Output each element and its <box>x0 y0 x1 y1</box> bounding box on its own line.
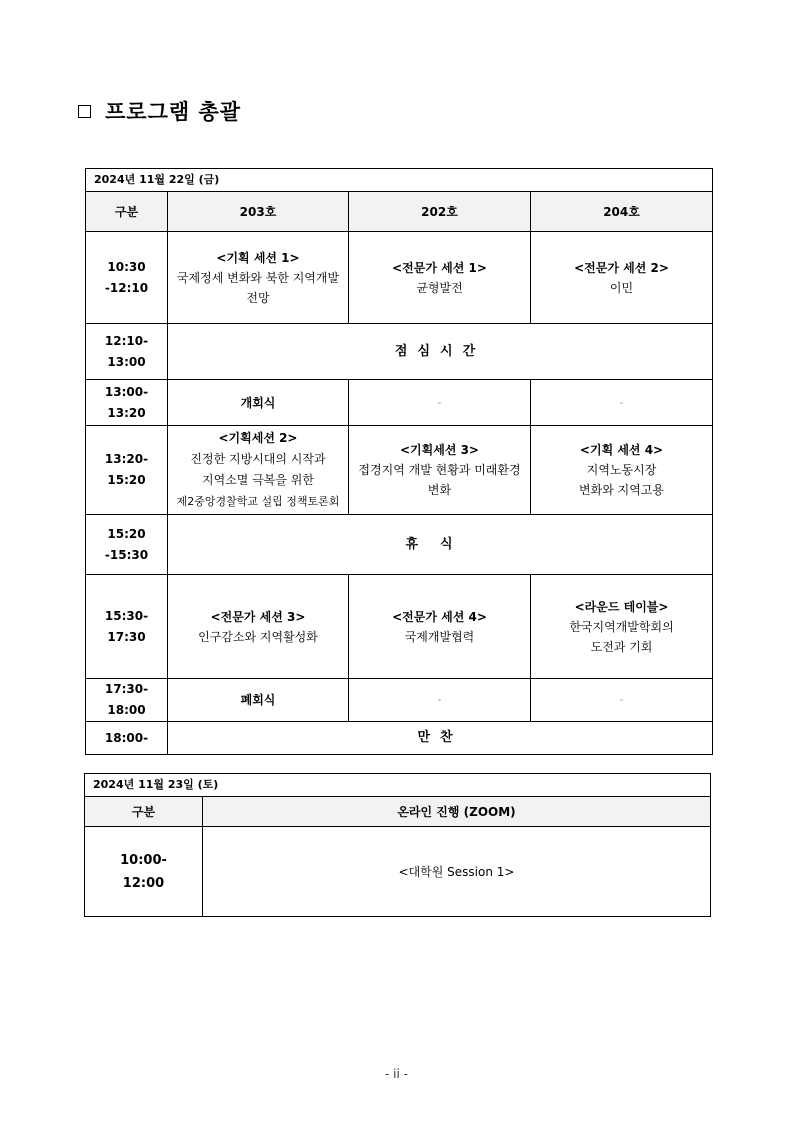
table-row <box>86 380 713 426</box>
session-cell: <전문가 세션 2> 이민 <box>531 232 713 324</box>
time-cell: 10:30 -12:10 <box>86 232 168 324</box>
table-row <box>86 426 713 515</box>
time-cell: 18:00- <box>86 722 168 755</box>
program-table-day2 <box>84 773 711 917</box>
header-room-202: 202호 <box>349 192 531 232</box>
empty-cell: - <box>349 679 531 722</box>
table-date-day2: 2024년 11월 23일 (토) <box>85 774 711 797</box>
time-cell: 13:00- 13:20 <box>86 380 168 426</box>
empty-cell: - <box>531 679 713 722</box>
session-cell: <전문가 세션 1> 균형발전 <box>349 232 531 324</box>
lunch-cell: 점심시간 <box>168 324 713 380</box>
empty-cell: - <box>349 380 531 426</box>
page-title <box>78 96 241 126</box>
page-title-text: 프로그램 총괄 <box>105 100 242 124</box>
empty-cell: - <box>531 380 713 426</box>
table-row <box>86 679 713 722</box>
time-cell: 12:10- 13:00 <box>86 324 168 380</box>
square-bullet-icon <box>78 105 91 118</box>
table-row <box>86 515 713 575</box>
session-cell: <전문가 세션 3> 인구감소와 지역활성화 <box>168 575 349 679</box>
header-room-204: 204호 <box>531 192 713 232</box>
header-category: 구분 <box>86 192 168 232</box>
table-row <box>86 324 713 380</box>
closing-ceremony-cell: 폐회식 <box>168 679 349 722</box>
page-number: - ii - <box>385 1067 408 1081</box>
table-row <box>85 827 711 917</box>
session-cell: <기획세션 2> 진정한 지방시대의 시작과 지역소멸 극복을 위한 제2중앙경찰학교 설립 정책토론회 <box>168 426 349 515</box>
session-cell: <기획 세션 1> 국제정세 변화와 북한 지역개발 전망 <box>168 232 349 324</box>
header-category: 구분 <box>85 797 203 827</box>
session-cell: <기획세션 3> 접경지역 개발 현황과 미래환경 변화 <box>349 426 531 515</box>
table-row <box>86 575 713 679</box>
time-cell: 13:20- 15:20 <box>86 426 168 515</box>
session-cell: <기획 세션 4> 지역노동시장 변화와 지역고용 <box>531 426 713 515</box>
time-cell: 15:30- 17:30 <box>86 575 168 679</box>
header-room-203: 203호 <box>168 192 349 232</box>
opening-ceremony-cell: 개회식 <box>168 380 349 426</box>
program-table-day1 <box>85 168 713 755</box>
table-row <box>86 722 713 755</box>
table-row <box>86 232 713 324</box>
table-date-day1: 2024년 11월 22일 (금) <box>86 169 713 192</box>
time-cell: 17:30- 18:00 <box>86 679 168 722</box>
time-cell: 10:00- 12:00 <box>85 827 203 917</box>
break-cell: 휴식 <box>168 515 713 575</box>
dinner-cell: 만찬 <box>168 722 713 755</box>
session-cell: <전문가 세션 4> 국제개발협력 <box>349 575 531 679</box>
header-online: 온라인 진행 (ZOOM) <box>203 797 711 827</box>
time-cell: 15:20 -15:30 <box>86 515 168 575</box>
session-cell: <라운드 테이블> 한국지역개발학회의 도전과 기회 <box>531 575 713 679</box>
online-session-cell: <대학원 Session 1> <box>203 827 711 917</box>
